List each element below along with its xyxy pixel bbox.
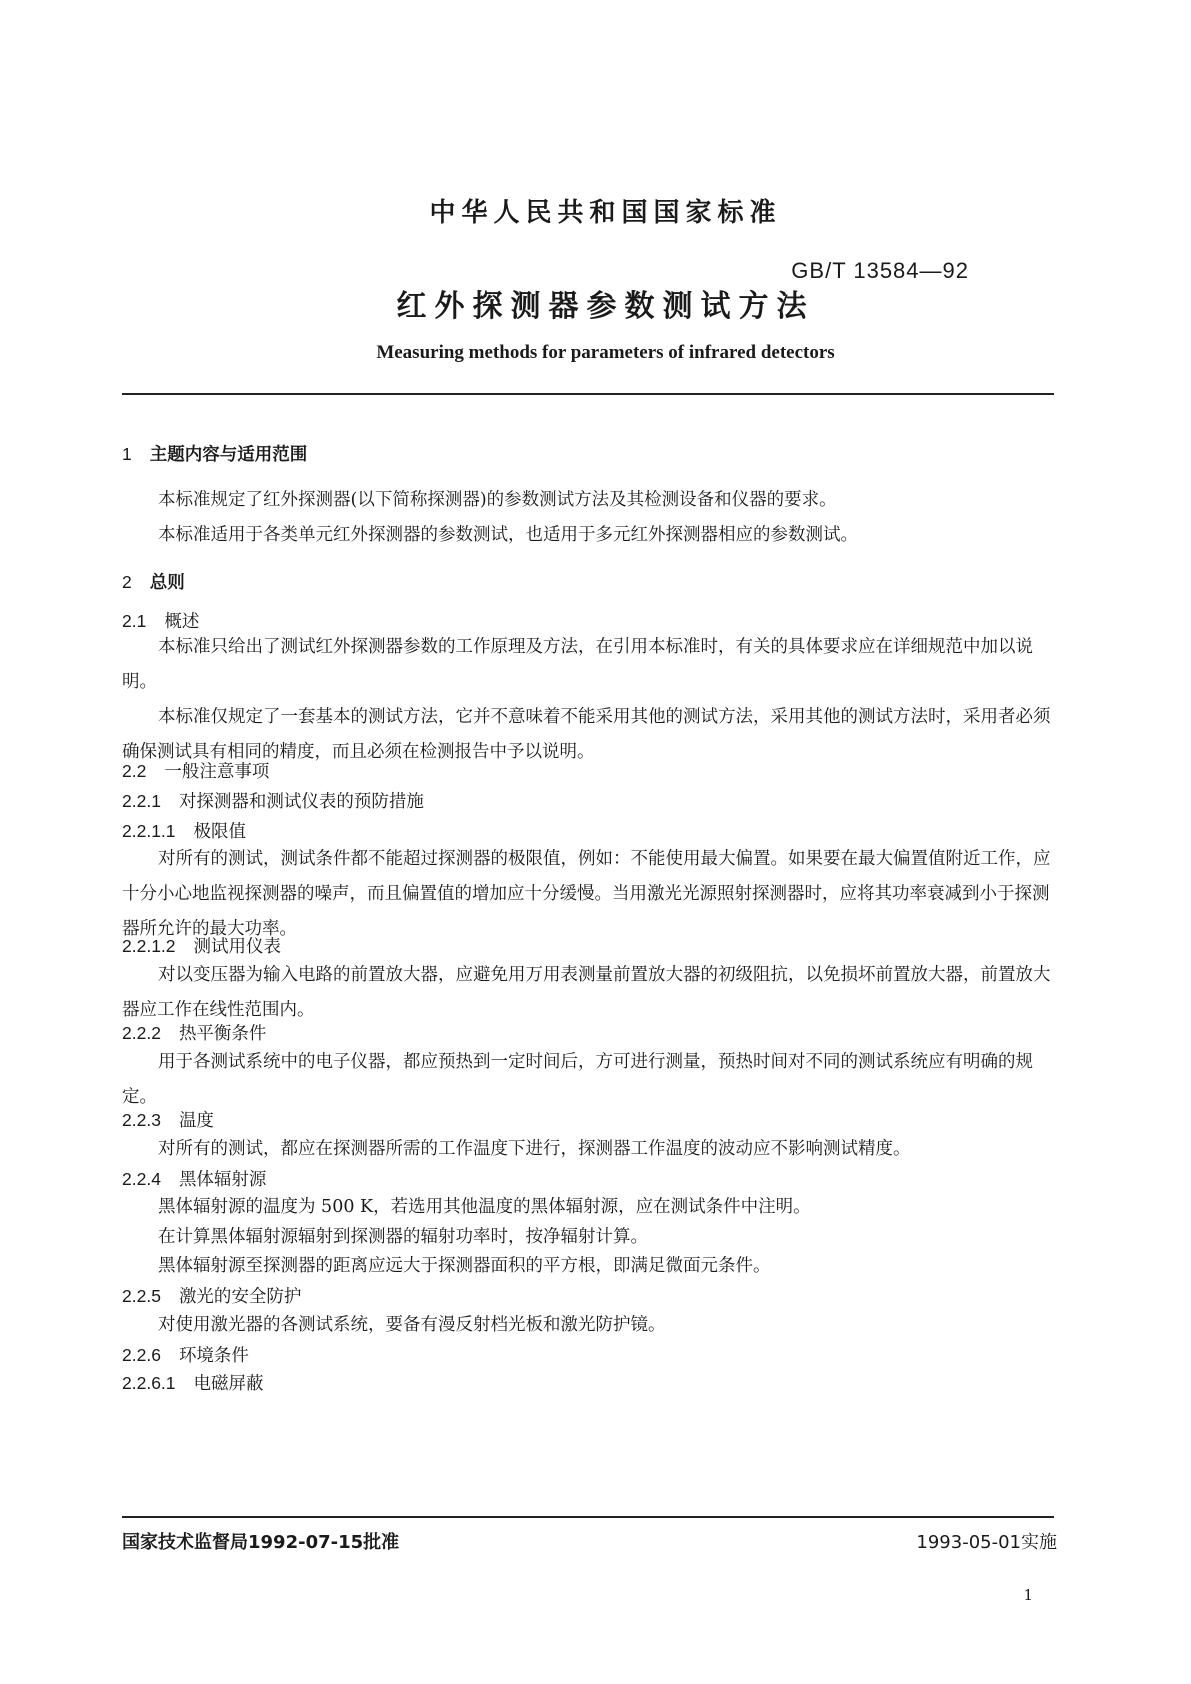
section-number: 2.2.6.1 — [122, 1373, 176, 1393]
section-title: 概述 — [164, 612, 200, 632]
section-number: 2 — [122, 572, 132, 592]
implementation-date: 1993-05-01实施 — [916, 1532, 1057, 1553]
section-title: 测试用仪表 — [193, 937, 282, 957]
section-title: 温度 — [178, 1111, 214, 1131]
header-divider — [122, 393, 1054, 395]
section-number: 2.2.1.2 — [122, 936, 176, 956]
paragraph: 对所有的测试，测试条件都不能超过探测器的极限值，例如：不能使用最大偏置。如果要在最大偏置值附近工作，应十分小心地监视探测器的噪声，而且偏置值的增加应十分缓慢。当用激光光源照射探测器时，应将其功率衰减到小于探测器所允许的最大功率。 — [122, 849, 1051, 939]
section-title: 极限值 — [193, 822, 247, 842]
paragraph: 对所有的测试，都应在探测器所需的工作温度下进行，探测器工作温度的波动应不影响测试精度。 — [158, 1139, 911, 1159]
section-number: 2.2.2 — [122, 1023, 161, 1043]
section-title: 一般注意事项 — [164, 762, 270, 782]
section-title: 电磁屏蔽 — [193, 1374, 264, 1394]
paragraph: 本标准仅规定了一套基本的测试方法，它并不意味着不能采用其他的测试方法，采用其他的测试方法时，采用者必须确保测试具有相同的精度，而且必须在检测报告中予以说明。 — [122, 707, 1051, 762]
section-1-heading — [122, 437, 307, 473]
paragraph: 本标准适用于各类单元红外探测器的参数测试，也适用于多元红外探测器相应的参数测试。 — [158, 525, 858, 545]
paragraph: 在计算黑体辐射源辐射到探测器的辐射功率时，按净辐射计算。 — [158, 1227, 648, 1247]
section-title: 热平衡条件 — [178, 1024, 267, 1044]
section-number: 2.2.1.1 — [122, 821, 176, 841]
section-number: 2.2.1 — [122, 791, 161, 811]
paragraph: 对使用激光器的各测试系统，要备有漫反射档光板和激光防护镜。 — [158, 1315, 666, 1335]
section-title: 激光的安全防护 — [178, 1287, 302, 1307]
section-number: 2.2.5 — [122, 1286, 161, 1306]
section-2-2-6-1-heading — [122, 1366, 264, 1402]
paragraph: 黑体辐射源至探测器的距离应远大于探测器面积的平方根，即满足微面元条件。 — [158, 1256, 771, 1276]
paragraph: 本标准只给出了测试红外探测器参数的工作原理及方法，在引用本标准时，有关的具体要求应在详细规范中加以说明。 — [122, 637, 1033, 692]
section-number: 2.2.4 — [122, 1169, 161, 1189]
page-number: 1 — [1023, 1586, 1033, 1604]
footer-divider — [122, 1516, 1054, 1518]
section-number: 2.1 — [122, 611, 147, 631]
section-title: 主题内容与适用范围 — [149, 445, 308, 465]
approval-date: 国家技术监督局1992-07-15批准 — [122, 1532, 400, 1553]
paragraph: 黑体辐射源的温度为 500 K，若选用其他温度的黑体辐射源，应在测试条件中注明。 — [158, 1197, 811, 1217]
section-title: 总则 — [149, 573, 185, 593]
paragraph: 用于各测试系统中的电子仪器，都应预热到一定时间后，方可进行测量，预热时间对不同的测试系统应有明确的规定。 — [122, 1052, 1033, 1107]
national-standard-heading: 中华人民共和国国家标准 — [429, 198, 782, 228]
section-number: 2.2.3 — [122, 1110, 161, 1130]
section-title: 环境条件 — [178, 1346, 249, 1366]
section-2-heading — [122, 565, 185, 601]
section-number: 2.2.6 — [122, 1345, 161, 1365]
paragraph: 对以变压器为输入电路的前置放大器，应避免用万用表测量前置放大器的初级阻抗，以免损坏前置放大器，前置放大器应工作在线性范围内。 — [122, 965, 1051, 1020]
section-number: 1 — [122, 444, 132, 464]
document-title-cn: 红外探测器参数测试方法 — [396, 289, 815, 324]
section-title: 对探测器和测试仪表的预防措施 — [178, 792, 424, 812]
document-title-en: Measuring methods for parameters of infrared detectors — [376, 342, 835, 363]
paragraph: 本标准规定了红外探测器(以下简称探测器)的参数测试方法及其检测设备和仪器的要求。 — [158, 490, 837, 510]
section-title: 黑体辐射源 — [178, 1170, 267, 1190]
section-number: 2.2 — [122, 761, 147, 781]
standard-code: GB/T 13584—92 — [791, 258, 969, 283]
